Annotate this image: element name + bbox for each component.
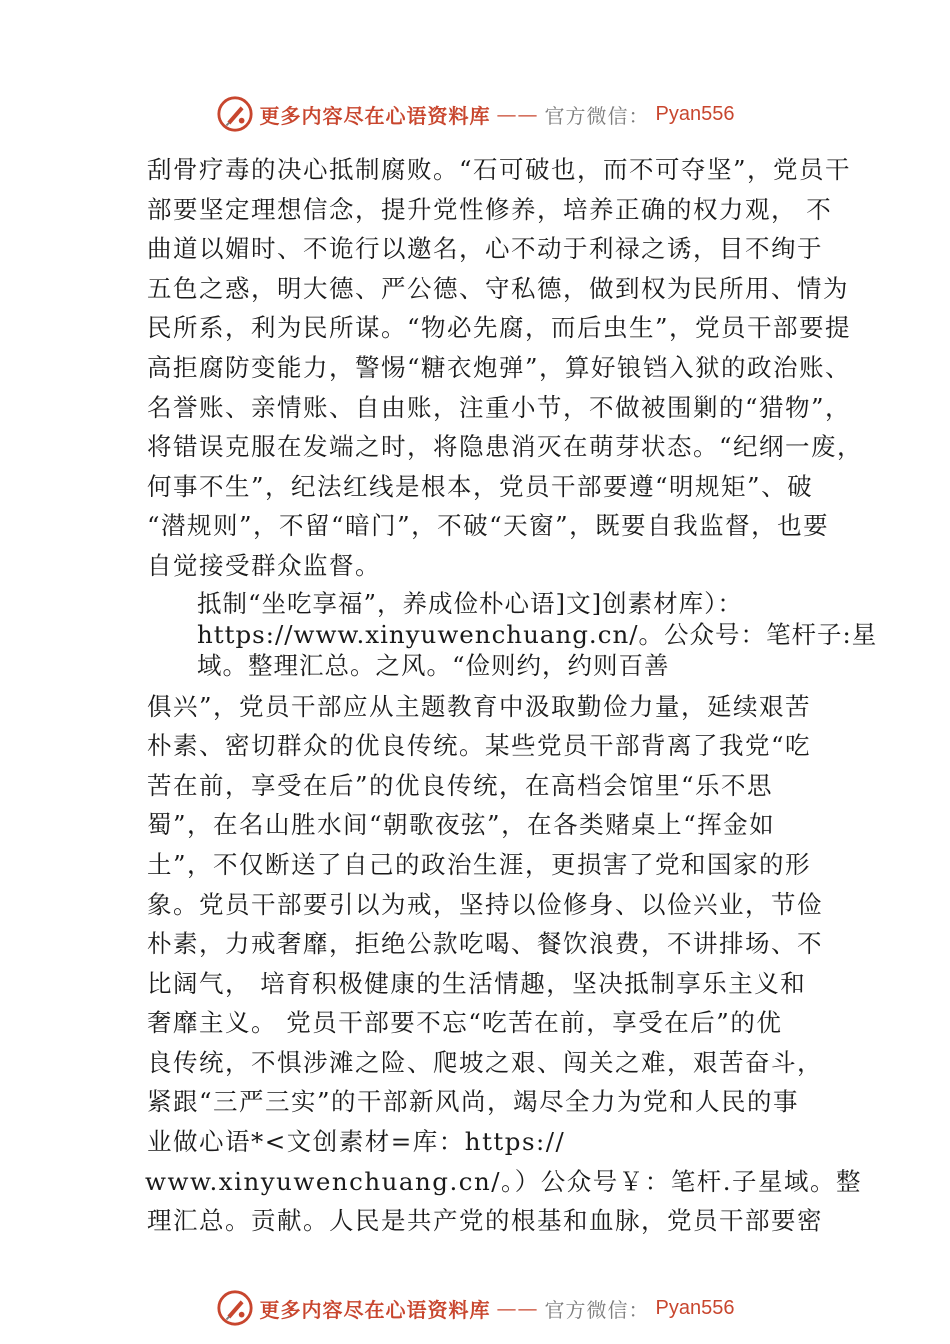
text-line: 将错误克服在发端之时，将隐患消灭在萌芽状态。“纪纲一废， (147, 432, 864, 462)
text-line: 紧跟“三严三实”的干部新风尚，竭尽全力为党和人民的事 (147, 1087, 800, 1117)
footer-banner-wechat-label: 官方微信： (544, 1297, 650, 1322)
header-banner (0, 92, 950, 136)
paragraph-3 (145, 687, 863, 1241)
text-line: 土”，不仅断送了自己的政治生涯，更损害了党和国家的形 (147, 849, 812, 879)
paragraph-1 (147, 150, 864, 586)
pen-logo-icon (216, 1289, 254, 1327)
text-line: 良传统，不惧涉滩之险、爬坡之艰、闯关之难，艰苦奋斗， (147, 1047, 823, 1077)
text-line: 自觉接受群众监督。 (147, 550, 381, 580)
text-line: 朴素、密切群众的优良传统。某些党员干部背离了我党“吃 (147, 731, 812, 761)
text-line: 蜀”，在名山胜水间“朝歌夜弦”，在各类赌桌上“挥金如 (147, 810, 776, 840)
pen-logo-icon (216, 95, 254, 133)
text-line: 理汇总。贡献。人民是共产党的根基和血脉，党员干部要密 (147, 1206, 823, 1236)
text-line: 朴素，力戒奢靡，拒绝公款吃喝、餐饮浪费，不讲排场、不 (147, 929, 823, 959)
text-line: 五色之惑，明大德、严公德、守私德，做到权为民所用、情为 (147, 273, 849, 303)
text-line: 曲道以媚时、不诡行以邀名，心不动于利禄之诱，目不绚于 (147, 234, 823, 264)
text-line: 名誉账、亲情账、自由账，注重小节，不做被围剿的“猎物”， (147, 392, 852, 422)
text-line: www.xinyuwenchuang.cn/。）公众号￥：笔杆.子星域。整 (145, 1166, 863, 1196)
text-line: 象。党员干部要引以为戒，坚持以俭修身、以俭兴业，节俭 (147, 889, 823, 919)
text-line: 奢靡主义。 党员干部要不忘“吃苦在前，享受在后”的优 (147, 1008, 783, 1038)
header-banner-wechat-id: Pyan556 (655, 102, 735, 125)
text-line: “潜规则”，不留“暗门”，不破“天窗”，既要自我监督，也要 (147, 511, 830, 541)
paragraph-2-indented (197, 588, 878, 681)
footer-banner (0, 1286, 950, 1330)
text-line: 高拒腐防变能力，警惕“糖衣炮弹”，算好锒铛入狱的政治账、 (147, 352, 852, 382)
header-banner-wechat-label: 官方微信： (544, 103, 650, 128)
text-line: 何事不生”，纪法红线是根本，党员干部要遵“明规矩”、破 (147, 471, 814, 501)
text-line: 苦在前，享受在后”的优良传统，在高档会馆里“乐不思 (147, 770, 774, 800)
text-line: 俱兴”，党员干部应从主题教育中汲取勤俭力量，延续艰苦 (147, 691, 812, 721)
text-line: 刮骨疗毒的决心抵制腐败。“石可破也，而不可夺坚”，党员干 (147, 155, 852, 184)
text-line: 民所系，利为民所谋。“物必先腐，而后虫生”，党员干部要提 (147, 313, 852, 343)
text-line: 域。整理汇总。之风。“俭则约，约则百善 (197, 650, 670, 680)
footer-banner-dash: —— (496, 1296, 539, 1320)
footer-banner-title: 更多内容尽在心语资料库 (259, 1297, 491, 1322)
footer-banner-wechat-id: Pyan556 (655, 1296, 735, 1319)
text-line: 比阔气， 培育积极健康的生活情趣，坚决抵制享乐主义和 (147, 968, 807, 998)
text-line: https://www.xinyuwenchuang.cn/。公众号：笔杆子:星 (197, 619, 878, 649)
header-banner-dash: —— (496, 102, 539, 126)
text-line: 部要坚定理想信念，提升党性修养，培养正确的权力观， 不 (147, 194, 833, 224)
text-line: 业做心语*<文创素材=库：https:// (147, 1127, 566, 1157)
document-body (145, 150, 878, 1241)
header-banner-title: 更多内容尽在心语资料库 (259, 103, 491, 128)
text-line: 抵制“坐吃享福”，养成俭朴心语]文]创素材库）： (197, 588, 743, 618)
